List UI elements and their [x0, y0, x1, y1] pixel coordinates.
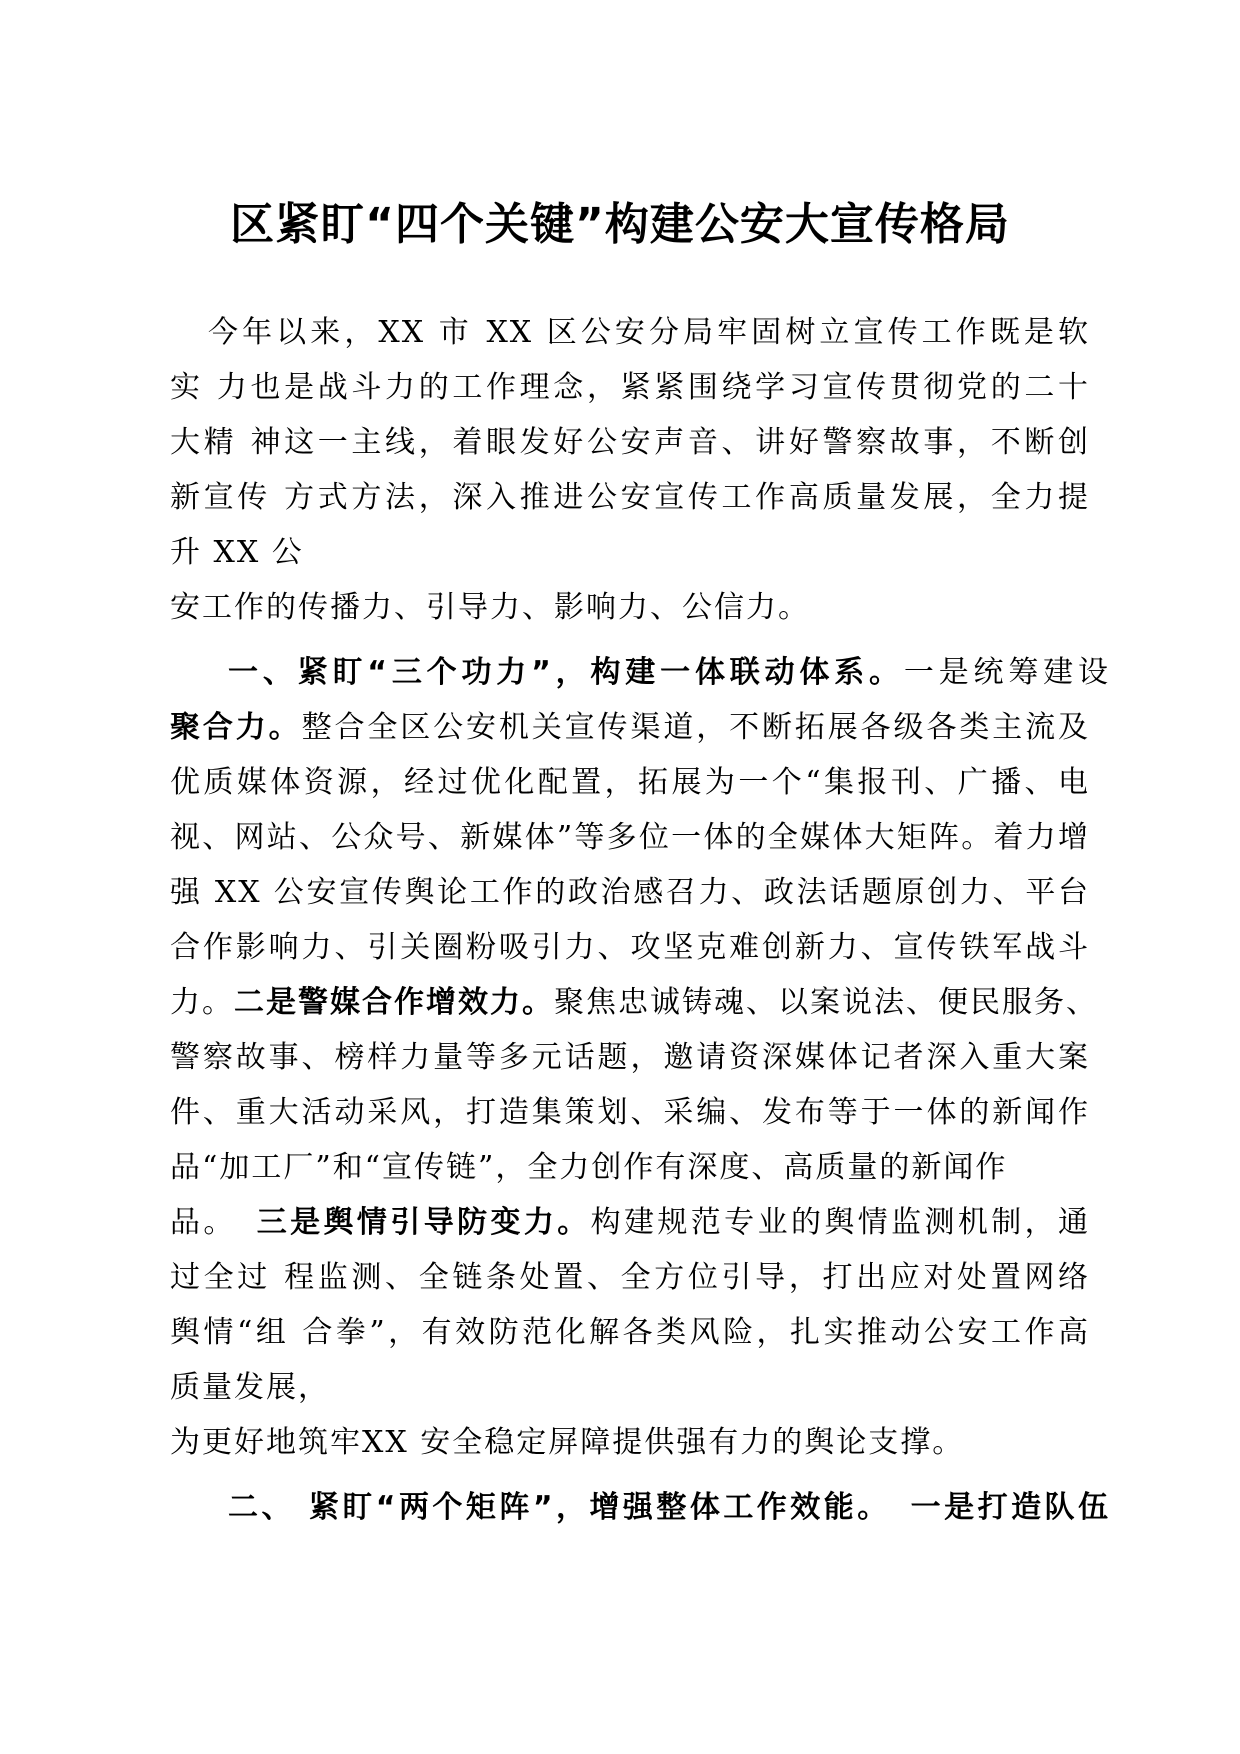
intro-line-2: 实 力也是战斗力的工作理念，紧紧围绕学习宣传贯彻党的二十 [170, 370, 1090, 405]
section1-point3-title: 三是舆情引导防变力。 [256, 1205, 591, 1240]
section1-text: 构建规范专业的舆情监测机制，通 [590, 1205, 1091, 1240]
section1-text: 聚焦忠诚铸魂、以案说法、便民服务、 [554, 985, 1098, 1020]
section1-line-11 [170, 1203, 1090, 1243]
section1-line-5: 强 XX 公安宣传舆论工作的政治感召力、政法话题原创力、平台 [170, 875, 1090, 910]
section1-text: 一是统筹建设 [903, 655, 1111, 690]
section1-line-6: 合作影响力、引关圈粉吸引力、攻坚克难创新力、宣传铁军战斗 [170, 930, 1090, 965]
section1-line-4: 视、网站、公众号、新媒体”等多位一体的全媒体大矩阵。着力增 [170, 820, 1090, 855]
section2-heading: 二、 紧盯“两个矩阵”，增强整体工作效能。 [228, 1490, 891, 1525]
section1-text: 力。 [170, 985, 234, 1020]
section1-line-14: 质量发展， [170, 1370, 330, 1405]
section1-line-7 [170, 983, 1098, 1023]
section1-text: 品。 [170, 1205, 237, 1240]
section1-point1-title: 聚合力。 [170, 710, 302, 745]
section1-line-1 [170, 653, 1110, 693]
document-title: 区紧盯“四个关键”构建公安大宣传格局 [230, 199, 1010, 250]
intro-line-5: 升 XX 公 [170, 535, 304, 570]
section1-line-10: 品“加工厂”和“宣传链”，全力创作有深度、高质量的新闻作 [170, 1150, 1008, 1185]
section1-point2-title: 二是警媒合作增效力。 [234, 985, 554, 1020]
intro-line-6: 安工作的传播力、引导力、影响力、公信力。 [170, 590, 810, 625]
section1-heading: 一、紧盯“三个功力”，构建一体联动体系。 [228, 655, 904, 690]
section1-line-3: 优质媒体资源，经过优化配置，拓展为一个“集报刊、广播、电 [170, 765, 1090, 800]
section1-line-2 [170, 708, 1090, 748]
intro-line-3: 大精 神这一主线，着眼发好公安声音、讲好警察故事，不断创 [170, 425, 1090, 460]
section1-line-12: 过全过 程监测、全链条处置、全方位引导，打出应对处置网络 [170, 1260, 1090, 1295]
section1-line-9: 件、重大活动采风，打造集策划、采编、发布等于一体的新闻作 [170, 1095, 1090, 1130]
section1-line-13: 舆情“组 合拳”，有效防范化解各类风险，扎实推动公安工作高 [170, 1315, 1090, 1350]
section2-line-1 [170, 1488, 1110, 1528]
intro-line-4: 新宣传 方式方法，深入推进公安宣传工作高质量发展，全力提 [170, 480, 1090, 515]
intro-line-1: 今年以来，XX 市 XX 区公安分局牢固树立宣传工作既是软 [208, 315, 1090, 350]
section1-line-8: 警察故事、榜样力量等多元话题，邀请资深媒体记者深入重大案 [170, 1040, 1090, 1075]
section2-point1-title: 一是打造队伍 [910, 1490, 1111, 1525]
section1-text: 整合全区公安机关宣传渠道，不断拓展各级各类主流及 [301, 710, 1091, 745]
section1-line-15: 为更好地筑牢XX 安全稳定屏障提供强有力的舆论支撑。 [170, 1425, 965, 1460]
